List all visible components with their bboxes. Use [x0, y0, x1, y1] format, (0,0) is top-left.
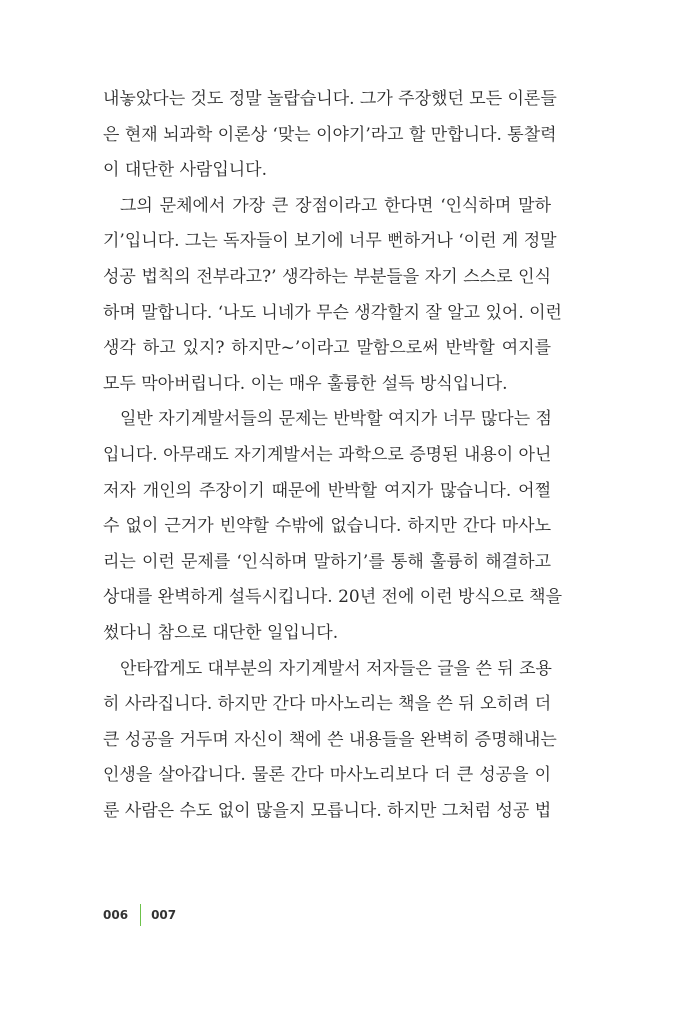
body-text	[103, 82, 562, 829]
text-line: 하며 말합니다. ‘나도 니네가 무슨 생각할지 잘 알고 있어. 이런	[103, 302, 562, 323]
right-page-number: 007	[151, 908, 177, 922]
text-line: 수 없이 근거가 빈약할 수밖에 없습니다. 하지만 간다 마사노	[103, 516, 551, 537]
text-line: 안타깝게도 대부분의 자기계발서 저자들은 글을 쓴 뒤 조용	[120, 658, 552, 679]
text-line: 이 대단한 사람입니다.	[103, 160, 268, 181]
text-line: 큰 성공을 거두며 자신이 책에 쓴 내용들을 완벽히 증명해내는	[103, 729, 557, 750]
text-line: 모두 막아버립니다. 이는 매우 훌륭한 설득 방식입니다.	[103, 373, 508, 394]
text-line: 히 사라집니다. 하지만 간다 마사노리는 책을 쓴 뒤 오히려 더	[103, 694, 552, 715]
page-folio	[103, 904, 176, 926]
left-page-number: 006	[103, 908, 129, 922]
text-line: 인생을 살아갑니다. 물론 간다 마사노리보다 더 큰 성공을 이	[103, 765, 551, 786]
text-line: 룬 사람은 수도 없이 많을지 모릅니다. 하지만 그처럼 성공 법	[103, 800, 552, 821]
text-line: 저자 개인의 주장이기 때문에 반박할 여지가 많습니다. 어쩔	[103, 480, 551, 501]
text-line: 성공 법칙의 전부라고?’ 생각하는 부분들을 자기 스스로 인식	[103, 266, 551, 287]
text-line: 썼다니 참으로 대단한 일입니다.	[103, 622, 339, 643]
folio-divider	[140, 904, 141, 926]
text-line: 리는 이런 문제를 ‘인식하며 말하기’를 통해 훌륭히 해결하고	[103, 551, 551, 572]
text-line: 일반 자기계발서들의 문제는 반박할 여지가 너무 많다는 점	[120, 409, 552, 430]
text-line: 그의 문체에서 가장 큰 장점이라고 한다면 ‘인식하며 말하	[120, 195, 551, 216]
text-line: 상대를 완벽하게 설득시킵니다. 20년 전에 이런 방식으로 책을	[103, 587, 562, 608]
text-line: 은 현재 뇌과학 이론상 ‘맞는 이야기’라고 할 만합니다. 통찰력	[103, 124, 557, 145]
text-line: 입니다. 아무래도 자기계발서는 과학으로 증명된 내용이 아닌	[103, 444, 552, 465]
text-line: 생각 하고 있지? 하지만~’이라고 말함으로써 반박할 여지를	[103, 338, 551, 359]
text-line: 내놓았다는 것도 정말 놀랍습니다. 그가 주장했던 모든 이론들	[103, 89, 557, 109]
text-line: 기’입니다. 그는 독자들이 보기에 너무 뻔하거나 ‘이런 게 정말	[103, 231, 557, 252]
